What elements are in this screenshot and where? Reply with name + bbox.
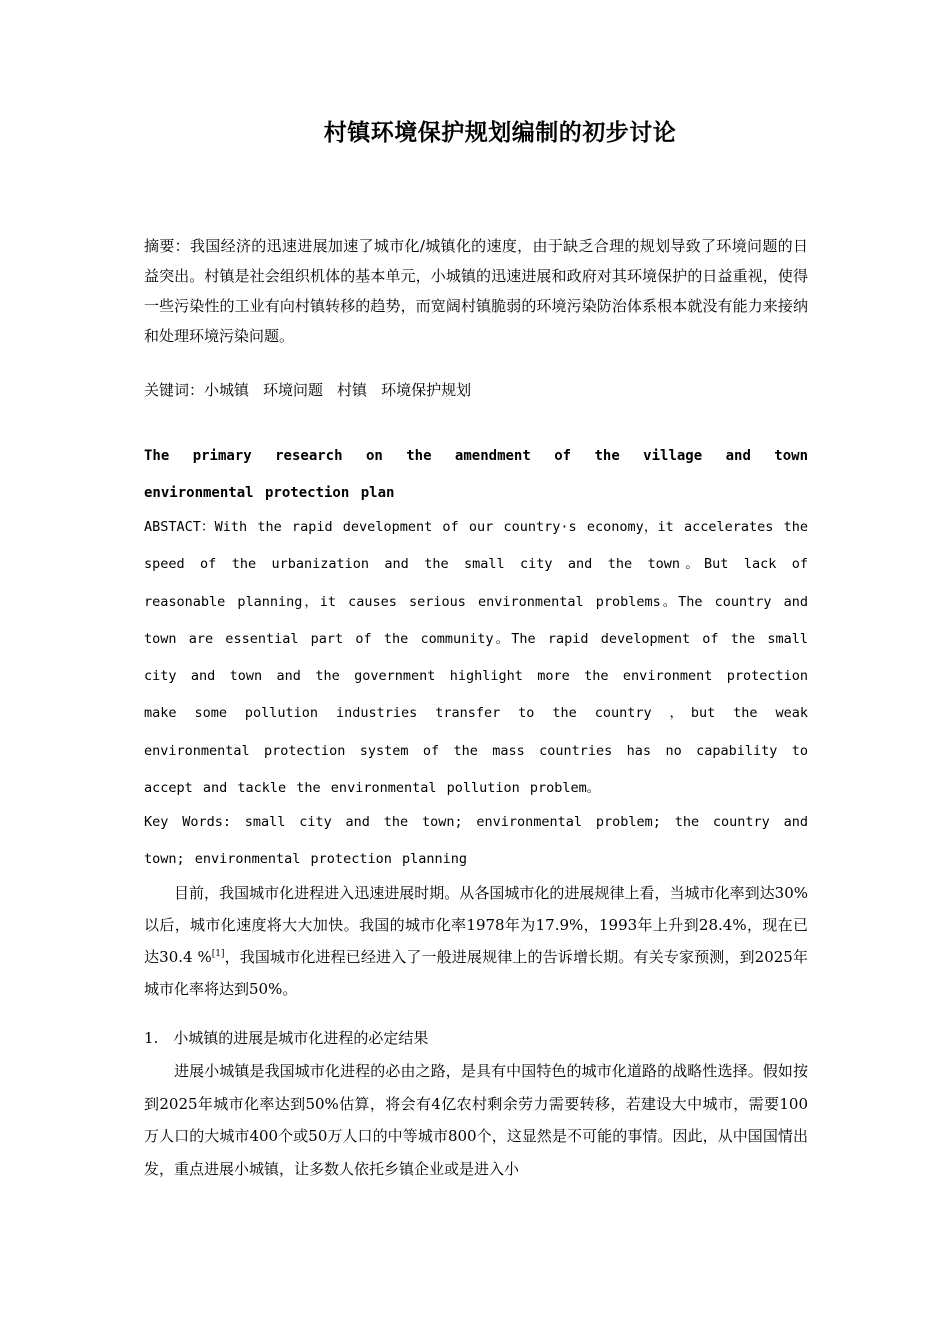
section-heading-1: 1. 小城镇的进展是城市化进程的必定结果 xyxy=(144,1029,429,1047)
keywords-cn xyxy=(144,375,808,405)
keywords-label: 关键词： xyxy=(144,381,205,399)
keyword-item: 环境保护规划 xyxy=(381,381,472,399)
citation-reference: [1] xyxy=(211,949,225,959)
paragraph-text: 目前，我国城市化进程进入迅速进展时期。从各国城市化的进展规律上看，当城市化率到达30%以后，城市化速度将大大加快。我国的城市化率1978年为17.9%，1993年上升到28.4%，现在已达30.4 % xyxy=(144,884,808,966)
keyword-item: 村镇 xyxy=(337,381,368,399)
page-title: 村镇环境保护规划编制的初步讨论 xyxy=(323,120,677,146)
keyword-item: 环境问题 xyxy=(263,381,324,399)
body-paragraph-2: 进展小城镇是我国城市化进程的必由之路，是具有中国特色的城市化道路的战略性选择。假如按到2025年城市化率达到50%估算，将会有4亿农村剩余劳力需要转移，若建设大中城市，需要100万人口的大城市400个或50万人口的中等城市800个，这显然是不可能的事情。因此，从中国国情出发，重点进展小城镇，让多数人依托乡镇企业或是进入小 xyxy=(144,1062,808,1178)
body-paragraph-1 xyxy=(144,877,808,1005)
english-title: The primary research on the amendment of the village and town environmental protection plan xyxy=(144,448,808,502)
paragraph-text: ，我国城市化进程已经进入了一般进展规律上的告诉增长期。有关专家预测，到2025年城市化率将达到50%。 xyxy=(144,948,808,998)
abstract-cn: 摘要：我国经济的迅速进展加速了城市化/城镇化的速度，由于缺乏合理的规划导致了环境问题的日益突出。村镇是社会组织机体的基本单元，小城镇的迅速进展和政府对其环境保护的日益重视，使得一些污染性的工业有向村镇转移的趋势，而宽阔村镇脆弱的环境污染防治体系根本就没有能力来接纳和处理环境污染问题。 xyxy=(144,237,808,345)
keyword-item: 小城镇 xyxy=(204,381,250,399)
english-keywords: Key Words: small city and the town; environmental problem; the country and town; environmental protection planning xyxy=(144,814,808,868)
english-abstract: ABSTACT：With the rapid development of our country·s economy，it accelerates the speed of the urbanization and the small city and the town。But lack of reasonable planning，it causes serious environmental problems。The country and town are essential part of the community。The rapid development of the small city and town and the government highlight more the environment protection make some pollution industries transfer to the country ，but the weak environmental protection system of the mass countries has no capability to accept and tackle the environmental pollution problem。 xyxy=(144,519,808,797)
